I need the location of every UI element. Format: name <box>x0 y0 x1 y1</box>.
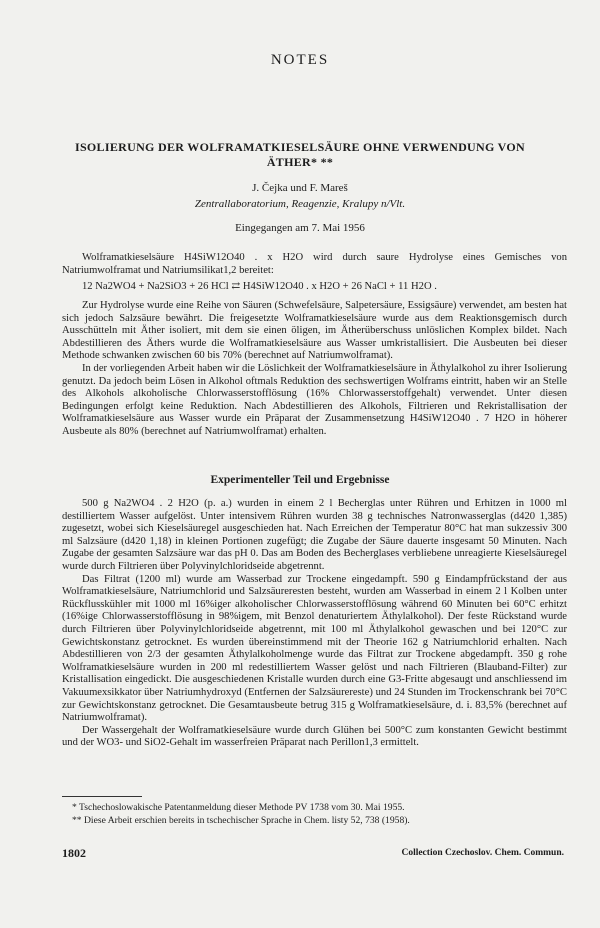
paragraph-5: Der Wassergehalt der Wolframatkieselsäure wurde durch Glühen bei 500°C zum konstanten Gewicht bestimmt und der WO3- und SiO2-Gehalt im wasserfreien Präparat nach Perillon1,3 ermittelt. <box>62 724 567 749</box>
affiliation: Zentrallaboratorium, Reagenzie, Kralupy n/Vlt. <box>194 198 406 210</box>
paragraph-2: In der vorliegenden Arbeit haben wir die Löslichkeit der Wolframatkieselsäure in Äthylalkohol zu ihrer Isolierung genutzt. Da jedoch beim Lösen in Alkohol oftmals Reduktion des sechswertigen Wolframs eintritt, haben wir an Stelle des Alkohols alkoholische Chlorwasserstofflösung (16% Chlorwasserstoffgehalt) verwendet. Unter diesen Bedingungen erfolgt keine Reduktion. Nach Abdestillieren des Alkohols, Filtrieren und Rekristallisation der Wolframatkieselsäure aus Wasser wurde ein Präparat der Zusammensetzung H4SiW12O40 . 7 H2O in höherer Ausbeute als 80% (berechnet auf Natriumwolframat) erhalten. <box>62 362 567 437</box>
section-title: Experimenteller Teil und Ergebnisse <box>210 474 390 486</box>
received-date: Eingegangen am 7. Mai 1956 <box>235 222 365 234</box>
body-block-2 <box>62 498 567 750</box>
intro-paragraph: Wolframatkieselsäure H4SiW12O40 . x H2O wird durch saure Hydrolyse eines Gemisches von Natriumwolframat und Natriumsilikat1,2 bereitet: <box>62 252 567 276</box>
paragraph-4: Das Filtrat (1200 ml) wurde am Wasserbad zur Trockene eingedampft. 590 g Eindampfrückstand der aus Wolframatkieselsäure, Natriumchlorid und Salzsäureresten besteht, wurden am Wasserbad in einem 2 l Kolben unter Rückflusskühler mit 1000 ml 16%iger alkoholischer Chlorwasserstofflösung während 60 Minuten bei 60°C erhitzt (16%ige Chlorwasserstofflösung in 98%igem, mit Benzol denaturiertem Äthylalkohol). Der feste Rückstand wurde durch Filtrieren über Polyvinylchloridseide abgetrennt, mit 100 ml Äthylalkohol gewaschen und bei 120°C zur Gewichtskonstanz getrocknet. Es wurden übereinstimmend mit der Theorie 162 g Natriumchlorid erhalten. Nach Abdestillieren von 2/3 der gesamten Äthylalkoholmenge wurde das Filtrat zur Trockene abgedampft. 350 g rohe Wolframatkieselsäure wurden in 200 ml redestilliertem Wasser gelöst und nach Filtrieren (Blauband-Filter) zur Kristallisation eingedickt. Die ausgeschiedenen Kristalle wurden durch eine G3-Fritte abgesaugt und anschliessend im Vakuumexsikkator über Natriumhydroxyd (Entfernen der Salzsäurereste) und 24 Stunden im Trockenschrank bei 70°C zur Gewichtskonstanz getrocknet. Die Gesamtausbeute betrug 315 g Wolframatkieselsäure, d. i. 83,5% (berechnet auf Natriumwolframat). <box>62 573 567 724</box>
paragraph-1: Zur Hydrolyse wurde eine Reihe von Säuren (Schwefelsäure, Salpetersäure, Essigsäure) verwendet, am besten hat sich jedoch Salzsäure bewährt. Die freigesetzte Wolframatkieselsäure wurde aus dem Reaktionsgemisch durch Ausschütteln mit Äther isoliert, mit dem sie einen öligen, im Ätherüberschuss unlöslichen Komplex bildet. Nach Abdestillieren des Äthers wurde die Wolframatkieselsäure aus Wasser umkristallisiert. Die Ausbeuten bei dieser Methode schwanken zwischen 60 bis 70% (berechnet auf Natriumwolframat). <box>62 300 567 362</box>
footnote-rule <box>62 796 142 797</box>
footnote-1: * Tschechoslowakische Patentanmeldung dieser Methode PV 1738 vom 30. Mai 1955. <box>72 802 405 813</box>
footnote-2: ** Diese Arbeit erschien bereits in tschechischer Sprache in Chem. listy 52, 738 (1958). <box>72 815 410 826</box>
page-number: 1802 <box>62 846 86 860</box>
journal-name: Collection Czechoslov. Chem. Commun. <box>401 848 564 858</box>
intro-block <box>62 252 567 277</box>
authors: J. Čejka und F. Mareš <box>252 182 348 194</box>
running-header: NOTES <box>270 52 330 68</box>
equation: 12 Na2WO4 + Na2SiO3 + 26 HCl ⇄ H4SiW12O40 . x H2O + 26 NaCl + 11 H2O . <box>82 281 437 292</box>
article-title: ISOLIERUNG DER WOLFRAMATKIESELSÄURE OHNE VERWENDUNG VON ÄTHER* ** <box>74 140 526 169</box>
paragraph-3: 500 g Na2WO4 . 2 H2O (p. a.) wurden in einem 2 l Becherglas unter Rühren und Erhitzen in 1000 ml destilliertem Wasser aufgelöst. Unter intensivem Rühren wurden 38 g technisches Natronwasserglas (d420 1,385) zugesetzt, wobei sich Kieselsäuregel ausgeschieden hat. Nach Erreichen der Temperatur 80°C hat man sukzessiv 300 ml Salzsäure (d420 1,18) in kleinen Portionen zugefügt; die Zugabe der Säure dauerte insgesamt 50 Minuten. Nach Zugabe der gesamten Salzsäure war das pH 0. Das am Boden des Becherglases verbliebene unreagierte Kieselsäuregel wurde durch Filtrieren über Polyvinylchloridseide abgetrennt. <box>62 498 567 572</box>
body-block-1 <box>62 300 567 439</box>
